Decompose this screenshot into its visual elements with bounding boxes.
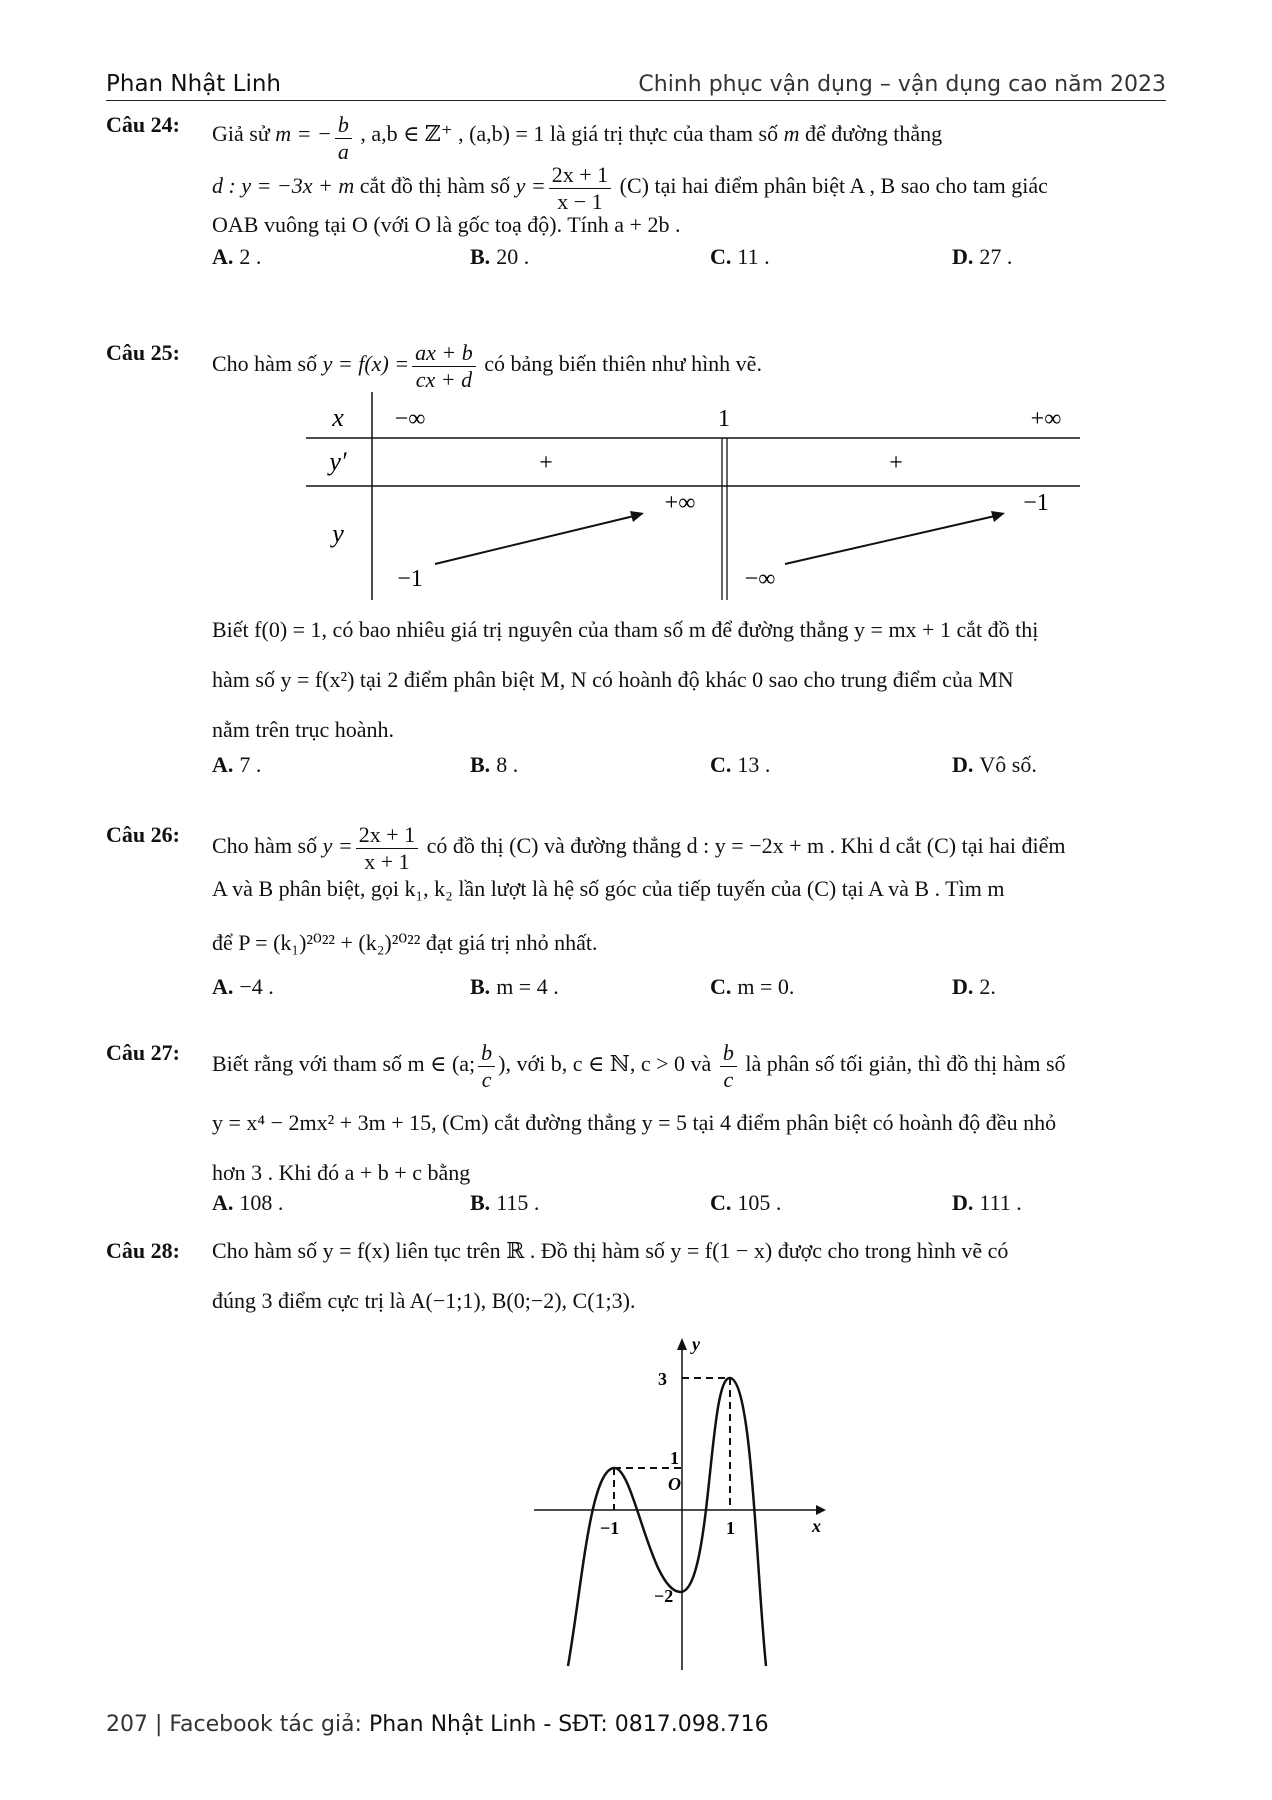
row-yprime-label: y′ [329,447,347,476]
q24-y: y = [515,173,546,198]
y-right-end: −1 [1023,490,1049,516]
q26-y: y = [322,833,353,858]
q27-answer-c[interactable]: C. 105 . [710,1190,782,1215]
q27-line2: y = x⁴ − 2mx² + 3m + 15, (Cm) cắt đường thẳng y = 5 tại 4 điểm phân biệt có hoành độ đều nhỏ [212,1110,1057,1135]
q25-line2: Biết f(0) = 1, có bao nhiêu giá trị nguyên của tham số m để đường thẳng y = mx + 1 cắt đồ thị [212,617,1039,642]
q26-line1 [106,822,1082,874]
q26-label: Câu 26: [106,822,180,847]
graph-x-label: x [812,1516,821,1536]
q24-line-d: d : y = −3x + m [212,173,355,198]
header-author: Phan Nhật Linh [106,71,281,97]
page-number: 207 [106,1712,148,1737]
q27-answer-a[interactable]: A. 108 . [212,1190,284,1215]
q24-frac-ba: $\frac{b}{a}$ [335,112,352,165]
x-one: 1 [718,406,730,432]
q26-intro: Cho hàm số [212,833,318,858]
q27-line3: hơn 3 . Khi đó a + b + c bằng [212,1160,471,1185]
q28-label: Câu 28: [106,1238,180,1263]
row-y-label: y [332,519,344,548]
q26-answer-c[interactable]: C. m = 0. [710,974,795,999]
q25-answer-a[interactable]: A. 7 . [212,752,262,777]
x-neg-inf: −∞ [394,406,426,432]
footer-separator: | [155,1712,163,1737]
q28-line2: đúng 3 điểm cực trị là A(−1;1), B(0;−2), C(1;3). [212,1288,636,1313]
q24-answer-d[interactable]: D. 27 . [952,244,1013,269]
q25-line1 [106,340,1082,392]
footer-author[interactable]: Phan Nhật Linh - SĐT: 0817.098.716 [368,1712,769,1737]
q27-l1-end: , với b, c ∈ ℕ, c > 0 và [505,1051,712,1076]
q24-frac: $\frac{2x + 1}{x - 1}$ [549,162,611,215]
q25-fx: y = f(x) = [322,351,410,376]
tick-1: 1 [670,1448,679,1468]
tick-minus-2: −2 [654,1586,674,1606]
q26-answer-b[interactable]: B. m = 4 . [470,974,559,999]
q27-label: Câu 27: [106,1040,180,1065]
row-x-label: x [332,403,344,432]
q25-line4: nằm trên trục hoành. [212,717,395,742]
origin-label: O [668,1474,681,1494]
q24-answer-a[interactable]: A. 2 . [212,244,262,269]
q24-l1-end: để đường thẳng [804,121,943,146]
q26-frac: $\frac{2x + 1}{x + 1}$ [356,822,418,875]
q24-answer-c[interactable]: C. 11 . [710,244,770,269]
q25-answer-c[interactable]: C. 13 . [710,752,771,777]
q25-line3: hàm số y = f(x²) tại 2 điểm phân biệt M, N có hoành độ khác 0 sao cho trung điểm của MN [212,667,1014,692]
q24-l2-end: (C) tại hai điểm phân biệt A , B sao cho tam giác [619,173,1048,198]
variation-table [300,390,1090,602]
page-header [106,66,1166,101]
q27-open: (a; [451,1051,476,1076]
q24-line3: OAB vuông tại O (với O là gốc toạ độ). Tính a + 2b . [212,212,681,237]
q26-l1-end: có đồ thị (C) và đường thẳng d : y = −2x + m . Khi d cắt (C) tại hai điểm [426,833,1066,858]
tick-3: 3 [658,1369,667,1389]
arrow-right [785,516,995,564]
function-graph [530,1336,830,1672]
tick-plus-1: 1 [726,1518,735,1538]
q25-answer-b[interactable]: B. 8 . [470,752,519,777]
q27-l1-tail: là phân số tối giản, thì đồ thị hàm số [745,1051,1066,1076]
q25-l1-end: có bảng biến thiên như hình vẽ. [484,351,762,376]
q27-line1 [106,1040,1082,1092]
page-footer [106,1712,769,1737]
footer-prefix: Facebook tác giả: [169,1712,362,1737]
q24-l1-mid: , a,b ∈ ℤ⁺ , (a,b) = 1 là giá trị thực của tham số [360,121,779,146]
q26-line2: A và B phân biệt, gọi k₁, k₂ lần lượt là hệ số góc của tiếp tuyến của (C) tại A và B . Tìm m [212,876,1005,901]
q28-line1 [106,1238,1082,1264]
sign-right: + [889,450,903,476]
graph-curve [568,1378,766,1666]
sign-left: + [539,450,553,476]
q24-line1 [106,112,1082,164]
q24-l2-mid: cắt đồ thị hàm số [359,173,511,198]
graph-y-label: y [692,1336,700,1354]
header-series: Chinh phục vận dụng – vận dụng cao năm 2023 [638,72,1166,97]
q25-label: Câu 25: [106,340,180,365]
q27-answer-d[interactable]: D. 111 . [952,1190,1022,1215]
y-left-start: −1 [397,566,423,592]
q27-frac-bc: $\frac{b}{c}$ [720,1040,737,1093]
q26-line3: để P = (k₁)²⁰²² + (k₂)²⁰²² đạt giá trị nhỏ nhất. [212,930,598,955]
y-left-end: +∞ [664,490,696,516]
q24-answer-b[interactable]: B. 20 . [470,244,530,269]
q24-label: Câu 24: [106,112,180,137]
arrow-left [435,516,634,564]
q24-line2 [212,162,1188,215]
q26-answer-d[interactable]: D. 2. [952,974,996,999]
y-right-start: −∞ [744,566,776,592]
q24-m: m = − [275,121,332,146]
x-pos-inf: +∞ [1030,406,1062,432]
q27-intro: Biết rằng với tham số m ∈ [212,1051,447,1076]
q25-answer-d[interactable]: D. Vô số. [952,752,1037,777]
q24-intro: Giả sử [212,121,270,146]
q26-answer-a[interactable]: A. −4 . [212,974,274,999]
q28-l1-text: Cho hàm số y = f(x) liên tục trên ℝ . Đồ thị hàm số y = f(1 − x) được cho trong hình vẽ có [212,1238,1009,1263]
q27-answer-b[interactable]: B. 115 . [470,1190,540,1215]
q24-m-var: m [783,121,800,146]
q25-frac: $\frac{ax + b}{cx + d}$ [412,340,476,393]
q25-intro: Cho hàm số [212,351,318,376]
q27-frac: $\frac{b}{c}$ [478,1040,495,1093]
tick-minus-1: −1 [600,1518,620,1538]
q27-close: ) [498,1051,506,1076]
